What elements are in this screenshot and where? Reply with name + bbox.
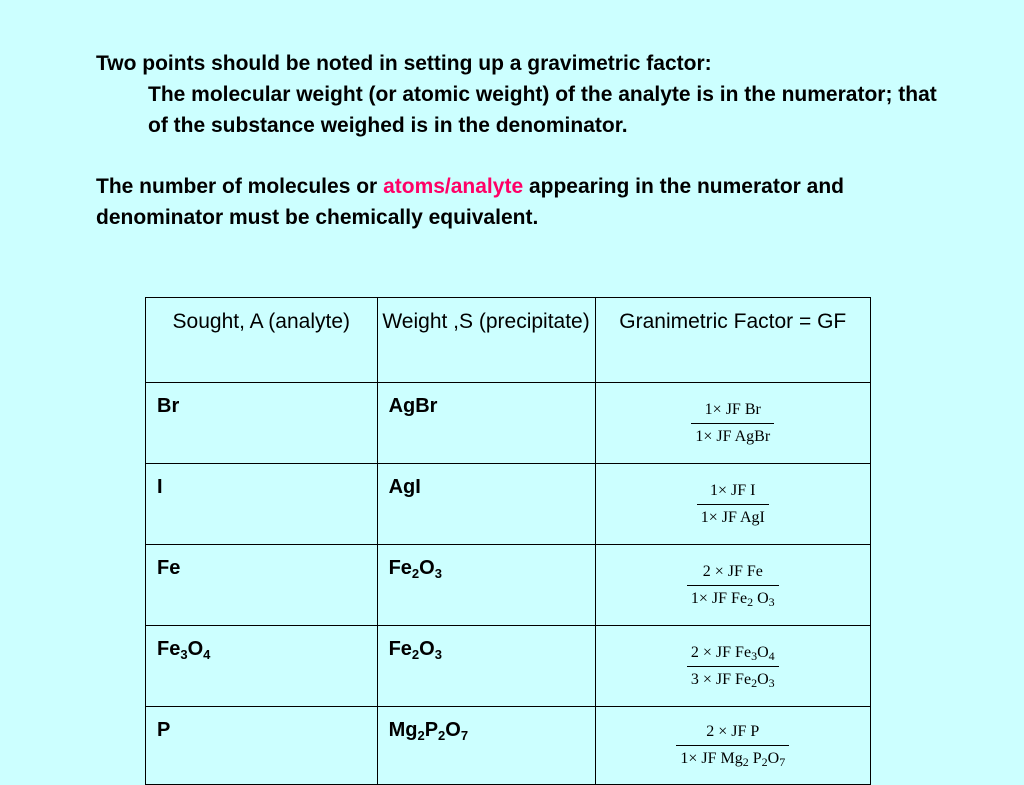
factor-cell [595, 626, 870, 707]
factor-numerator: 2 × JF P [706, 723, 760, 740]
factor-cell [595, 545, 870, 626]
weight-cell: AgBr [377, 383, 595, 464]
header-weight: Weight ,S (precipitate) [377, 298, 595, 383]
table-row [146, 464, 871, 545]
gravimetric-factor-table [145, 297, 871, 785]
factor-denominator: 1× JF AgI [700, 508, 765, 526]
sought-cell: Br [146, 383, 378, 464]
header-sought: Sought, A (analyte) [146, 298, 378, 383]
sought-cell: P [146, 707, 378, 785]
factor-fraction [691, 401, 774, 446]
factor-denominator: 1× JF AgBr [695, 427, 771, 445]
table-row [146, 626, 871, 707]
factor-numerator: 1× JF I [710, 481, 756, 499]
spacer [96, 141, 956, 171]
point-one: The molecular weight (or atomic weight) of the analyte is in the numerator; that of the substance weighed is in the denominator. [148, 83, 937, 137]
factor-numerator: 2 × JF $Fe_3O_4$ [690, 643, 775, 663]
weight-cell: $Fe_2O_3$ [377, 545, 595, 626]
notes-text [96, 48, 956, 233]
sought-cell: Fe [146, 545, 378, 626]
factor-denominator: 1× JF $Mg_2$ $P_2O_7$ [680, 750, 786, 769]
factor-denominator: 3 × JF $Fe_2O_3$ [690, 670, 775, 690]
point-two [96, 171, 956, 233]
fraction-bar [691, 423, 774, 424]
intro-line: Two points should be noted in setting up a gravimetric factor: [96, 52, 712, 75]
point-two-start: The number of molecules or [96, 175, 384, 198]
factor-cell [595, 383, 870, 464]
weight-cell: AgI [377, 464, 595, 545]
weight-cell: $Mg_2P_2O_7$ [377, 707, 595, 785]
fraction-bar [687, 585, 779, 586]
fraction-bar [697, 504, 769, 505]
factor-cell [595, 707, 870, 785]
factor-fraction [697, 482, 769, 527]
table-header-row [146, 298, 871, 383]
atoms-analyte-highlight: atoms/analyte [383, 175, 524, 198]
sought-cell: I [146, 464, 378, 545]
factor-fraction [676, 723, 789, 768]
table-row [146, 707, 871, 785]
factor-fraction [687, 563, 779, 608]
factor-fraction [687, 644, 779, 689]
factor-numerator: 2 × JF Fe [702, 562, 763, 580]
fraction-bar [687, 666, 779, 667]
weight-cell: $Fe_2O_3$ [377, 626, 595, 707]
sought-cell: $Fe_3O_4$ [146, 626, 378, 707]
factor-denominator: 1× JF $Fe_2$ $O_3$ [690, 589, 775, 609]
point-two-end: appearing in the numerator and denominator must be chemically equivalent. [96, 175, 845, 229]
table-row [146, 545, 871, 626]
table-row [146, 383, 871, 464]
factor-cell [595, 464, 870, 545]
header-factor: Granimetric Factor = GF [595, 298, 870, 383]
factor-numerator: 1× JF Br [704, 400, 761, 418]
fraction-bar [676, 745, 789, 746]
